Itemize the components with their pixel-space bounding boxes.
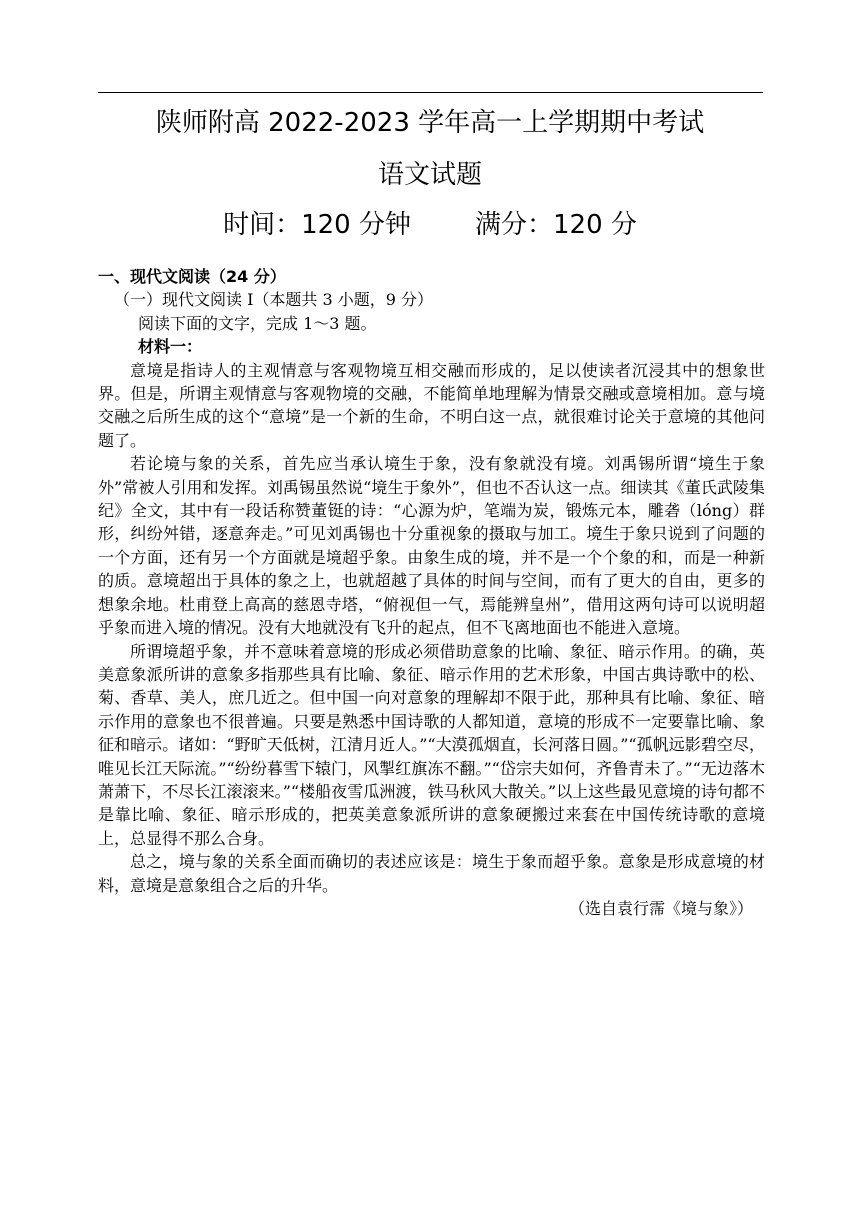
paragraph-1: 意境是指诗人的主观情意与客观物境互相交融而形成的，足以使读者沉浸其中的想象世界。但是，所谓主观情意与客观物境的交融，不能简单地理解为情景交融或意境相加。意与境交融之后所生成的这个“意境”是一个新的生命，不明白这一点，就很难讨论关于意境的其他问题了。	[98, 360, 765, 450]
instruction: 阅读下面的文字，完成 1～3 题。	[138, 313, 377, 333]
exam-time: 时间：120 分钟	[223, 210, 411, 240]
section-heading: 一、现代文阅读（24 分）	[98, 267, 286, 286]
sub-heading: （一）现代文阅读 I（本题共 3 小题，9 分）	[114, 290, 434, 310]
exam-title: 陕师附高 2022-2023 学年高一上学期期中考试	[155, 108, 705, 138]
paragraph-4: 总之，境与象的关系全面而确切的表述应该是：境生于象而超乎象。意象是形成意境的材料，意境是意象组合之后的升华。	[98, 852, 765, 895]
header-rule	[98, 92, 763, 93]
exam-info	[0, 208, 860, 242]
paragraph-2: 若论境与象的关系，首先应当承认境生于象，没有象就没有境。刘禹锡所谓“境生于象外”常被人引用和发挥。刘禹锡虽然说“境生于象外”，但也不否认这一点。细读其《董氏武陵集纪》全文，其中有一段话称赞董铤的诗：“心源为炉，笔端为炭，锻炼元本，雕砻（lóng）群形，纠纷舛错，逐意奔走。”可见刘禹锡也十分重视象的摄取与加工。境生于象只说到了问题的一个方面，还有另一个方面就是境超乎象。由象生成的境，并不是一个个象的和，而是一种新的质。意境超出于具体的象之上，也就超越了具体的时间与空间，而有了更大的自由，更多的想象余地。杜甫登上高高的慈恩寺塔，“俯视但一气，焉能辨皇州”，借用这两句诗可以说明超乎象而进入境的情况。没有大地就没有飞升的起点，但不飞离地面也不能进入意境。	[98, 454, 765, 638]
paragraph-3: 所谓境超乎象，并不意味着意境的形成必须借助意象的比喻、象征、暗示作用。的确，英美意象派所讲的意象多指那些具有比喻、象征、暗示作用的艺术形象，中国古典诗歌中的松、菊、香草、美人，庶几近之。但中国一向对意象的理解却不限于此，那种具有比喻、象征、暗示作用的意象也不很普遍。只要是熟悉中国诗歌的人都知道，意境的形成不一定要靠比喻、象征和暗示。诸如：“野旷天低树，江清月近人。”“大漠孤烟直，长河落日圆。”“孤帆远影碧空尽，唯见长江天际流。”“纷纷暮雪下辕门，风掣红旗冻不翻。”“岱宗夫如何，齐鲁青未了。”“无边落木萧萧下，不尽长江滚滚来。”“楼船夜雪瓜洲渡，铁马秋风大散关。”以上这些最见意境的诗句都不是靠比喻、象征、暗示形成的，把英美意象派所讲的意象硬搬过来套在中国传统诗歌的意境上，总显得不那么合身。	[98, 641, 765, 848]
source-citation: （选自袁行霈《境与象》）	[568, 898, 753, 918]
material-label: 材料一：	[138, 337, 203, 357]
reading-section	[98, 265, 765, 920]
exam-score: 满分：120 分	[475, 210, 637, 240]
exam-subject: 语文试题	[377, 160, 482, 190]
